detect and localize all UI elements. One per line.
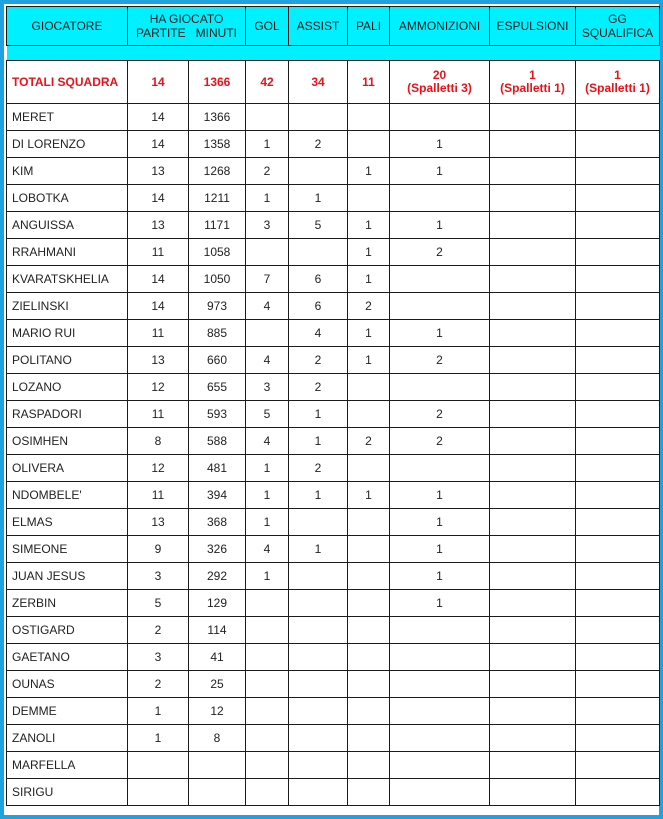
player-assist: 2 (289, 347, 348, 374)
header-ammonizioni: AMMONIZIONI (390, 7, 490, 46)
player-ammonizioni: 1 (390, 536, 490, 563)
player-assist: 2 (289, 374, 348, 401)
table-row (7, 131, 660, 158)
player-partite: 13 (128, 347, 189, 374)
table-row (7, 563, 660, 590)
player-assist (289, 563, 348, 590)
player-partite: 13 (128, 212, 189, 239)
player-espulsioni (490, 374, 576, 401)
player-name: KVARATSKHELIA (7, 266, 128, 293)
player-name: OSTIGARD (7, 617, 128, 644)
player-ammonizioni (390, 455, 490, 482)
table-row (7, 212, 660, 239)
table-row (7, 347, 660, 374)
player-pali: 1 (348, 239, 390, 266)
totals-ammonizioni-value: 20 (432, 68, 447, 82)
player-name: GAETANO (7, 644, 128, 671)
player-assist: 2 (289, 455, 348, 482)
player-squalifica (576, 374, 660, 401)
player-name: POLITANO (7, 347, 128, 374)
table-row (7, 185, 660, 212)
player-squalifica (576, 752, 660, 779)
player-assist (289, 671, 348, 698)
player-ammonizioni: 2 (390, 239, 490, 266)
player-minuti: 114 (189, 617, 246, 644)
player-ammonizioni: 1 (390, 212, 490, 239)
player-espulsioni (490, 482, 576, 509)
player-assist: 1 (289, 482, 348, 509)
player-pali (348, 644, 390, 671)
player-partite: 3 (128, 563, 189, 590)
player-pali: 1 (348, 347, 390, 374)
player-name: DI LORENZO (7, 131, 128, 158)
player-squalifica (576, 725, 660, 752)
player-ammonizioni (390, 617, 490, 644)
table-row (7, 428, 660, 455)
player-minuti: 12 (189, 698, 246, 725)
player-espulsioni (490, 293, 576, 320)
player-gol: 3 (246, 374, 289, 401)
table-row (7, 617, 660, 644)
player-partite (128, 752, 189, 779)
player-minuti: 973 (189, 293, 246, 320)
player-ammonizioni: 1 (390, 158, 490, 185)
player-espulsioni (490, 590, 576, 617)
player-name: MERET (7, 104, 128, 131)
player-espulsioni (490, 347, 576, 374)
player-partite: 14 (128, 185, 189, 212)
player-squalifica (576, 347, 660, 374)
player-gol: 2 (246, 158, 289, 185)
table-row (7, 158, 660, 185)
totals-espulsioni-note: (Spalletti 1) (500, 81, 565, 95)
player-gol (246, 779, 289, 806)
player-name: LOZANO (7, 374, 128, 401)
player-gol: 1 (246, 509, 289, 536)
header-pali: PALI (348, 7, 390, 46)
player-espulsioni (490, 185, 576, 212)
player-squalifica (576, 104, 660, 131)
player-name: SIMEONE (7, 536, 128, 563)
player-espulsioni (490, 158, 576, 185)
player-gol: 3 (246, 212, 289, 239)
player-minuti: 593 (189, 401, 246, 428)
player-pali (348, 671, 390, 698)
player-ammonizioni (390, 752, 490, 779)
player-assist (289, 617, 348, 644)
player-partite: 9 (128, 536, 189, 563)
player-partite: 14 (128, 131, 189, 158)
player-assist (289, 104, 348, 131)
player-espulsioni (490, 239, 576, 266)
player-name: ELMAS (7, 509, 128, 536)
player-name: MARFELLA (7, 752, 128, 779)
player-espulsioni (490, 212, 576, 239)
player-squalifica (576, 482, 660, 509)
totals-row (7, 61, 660, 104)
player-pali (348, 455, 390, 482)
player-partite: 13 (128, 158, 189, 185)
player-espulsioni (490, 752, 576, 779)
player-partite: 8 (128, 428, 189, 455)
table-row (7, 320, 660, 347)
player-gol (246, 698, 289, 725)
player-pali: 2 (348, 428, 390, 455)
table-row (7, 590, 660, 617)
player-name: RASPADORI (7, 401, 128, 428)
player-assist: 4 (289, 320, 348, 347)
player-pali: 2 (348, 293, 390, 320)
player-espulsioni (490, 698, 576, 725)
player-gol (246, 617, 289, 644)
header-giocatore: GIOCATORE (7, 7, 128, 46)
header-spacer-row (7, 46, 660, 61)
player-minuti: 129 (189, 590, 246, 617)
table-row (7, 509, 660, 536)
player-minuti: 1050 (189, 266, 246, 293)
header-espulsioni: ESPULSIONI (490, 7, 576, 46)
player-partite: 11 (128, 239, 189, 266)
totals-squalifica (576, 61, 660, 104)
player-minuti: 660 (189, 347, 246, 374)
player-espulsioni (490, 455, 576, 482)
totals-espulsioni-value: 1 (529, 68, 536, 82)
player-gol: 1 (246, 563, 289, 590)
player-partite: 2 (128, 617, 189, 644)
player-pali (348, 563, 390, 590)
player-name: LOBOTKA (7, 185, 128, 212)
player-gol: 7 (246, 266, 289, 293)
player-gol: 1 (246, 131, 289, 158)
player-ammonizioni: 2 (390, 401, 490, 428)
player-pali (348, 185, 390, 212)
player-minuti: 8 (189, 725, 246, 752)
player-squalifica (576, 320, 660, 347)
player-name: SIRIGU (7, 779, 128, 806)
player-pali: 1 (348, 320, 390, 347)
player-assist (289, 698, 348, 725)
table-row (7, 455, 660, 482)
totals-squalifica-note: (Spalletti 1) (585, 81, 650, 95)
player-pali: 1 (348, 158, 390, 185)
player-espulsioni (490, 428, 576, 455)
table-row (7, 482, 660, 509)
player-name: OSIMHEN (7, 428, 128, 455)
player-espulsioni (490, 671, 576, 698)
player-minuti (189, 779, 246, 806)
player-partite (128, 779, 189, 806)
player-gol: 1 (246, 455, 289, 482)
totals-ammonizioni-note: (Spalletti 3) (407, 81, 472, 95)
player-pali (348, 401, 390, 428)
player-ammonizioni: 2 (390, 347, 490, 374)
player-gol (246, 590, 289, 617)
totals-ammonizioni (390, 61, 490, 104)
player-squalifica (576, 509, 660, 536)
player-ammonizioni (390, 185, 490, 212)
player-minuti: 1268 (189, 158, 246, 185)
player-pali (348, 617, 390, 644)
header-gol: GOL (246, 7, 289, 46)
player-pali (348, 104, 390, 131)
player-gol (246, 320, 289, 347)
player-partite: 14 (128, 293, 189, 320)
player-pali (348, 752, 390, 779)
player-name: OUNAS (7, 671, 128, 698)
table-row (7, 239, 660, 266)
player-espulsioni (490, 563, 576, 590)
player-partite: 2 (128, 671, 189, 698)
player-gol (246, 725, 289, 752)
header-row (7, 7, 660, 46)
player-ammonizioni: 1 (390, 509, 490, 536)
totals-espulsioni (490, 61, 576, 104)
player-assist (289, 158, 348, 185)
player-squalifica (576, 185, 660, 212)
player-assist (289, 752, 348, 779)
player-gol: 4 (246, 536, 289, 563)
table-row (7, 725, 660, 752)
player-squalifica (576, 698, 660, 725)
table-row (7, 374, 660, 401)
player-gol (246, 644, 289, 671)
header-squalifica: SQUALIFICA (581, 26, 654, 40)
player-ammonizioni (390, 671, 490, 698)
player-partite: 1 (128, 725, 189, 752)
player-name: RRAHMANI (7, 239, 128, 266)
player-assist: 1 (289, 536, 348, 563)
player-gol: 1 (246, 185, 289, 212)
player-partite: 11 (128, 401, 189, 428)
player-squalifica (576, 455, 660, 482)
player-minuti: 885 (189, 320, 246, 347)
player-espulsioni (490, 320, 576, 347)
table-row (7, 293, 660, 320)
table-row (7, 266, 660, 293)
player-ammonizioni (390, 374, 490, 401)
player-ammonizioni (390, 698, 490, 725)
table-row (7, 752, 660, 779)
player-pali (348, 779, 390, 806)
player-pali: 1 (348, 266, 390, 293)
player-assist (289, 779, 348, 806)
totals-partite: 14 (128, 61, 189, 104)
player-stats-table (6, 6, 660, 806)
player-name: ANGUISSA (7, 212, 128, 239)
table-row (7, 779, 660, 806)
player-pali (348, 725, 390, 752)
table-row (7, 104, 660, 131)
player-pali (348, 509, 390, 536)
player-minuti: 1358 (189, 131, 246, 158)
player-assist (289, 725, 348, 752)
player-minuti: 394 (189, 482, 246, 509)
header-ha-giocato (128, 7, 246, 46)
player-minuti: 326 (189, 536, 246, 563)
player-pali (348, 590, 390, 617)
player-ammonizioni (390, 104, 490, 131)
player-squalifica (576, 293, 660, 320)
player-partite: 13 (128, 509, 189, 536)
player-minuti: 368 (189, 509, 246, 536)
player-assist: 1 (289, 401, 348, 428)
table-row (7, 401, 660, 428)
player-minuti: 292 (189, 563, 246, 590)
player-name: DEMME (7, 698, 128, 725)
player-squalifica (576, 536, 660, 563)
player-pali (348, 698, 390, 725)
totals-gol: 42 (246, 61, 289, 104)
player-espulsioni (490, 536, 576, 563)
table-row (7, 644, 660, 671)
player-espulsioni (490, 401, 576, 428)
player-name: JUAN JESUS (7, 563, 128, 590)
player-espulsioni (490, 131, 576, 158)
player-partite: 5 (128, 590, 189, 617)
header-ha-giocato-title: HA GIOCATO (149, 12, 224, 26)
player-assist (289, 590, 348, 617)
player-partite: 1 (128, 698, 189, 725)
player-gol: 4 (246, 293, 289, 320)
totals-pali: 11 (348, 61, 390, 104)
player-squalifica (576, 563, 660, 590)
player-squalifica (576, 590, 660, 617)
player-ammonizioni: 2 (390, 428, 490, 455)
player-name: NDOMBELE' (7, 482, 128, 509)
player-gol: 4 (246, 428, 289, 455)
player-assist: 6 (289, 266, 348, 293)
player-espulsioni (490, 104, 576, 131)
player-ammonizioni: 1 (390, 563, 490, 590)
player-name: ZERBIN (7, 590, 128, 617)
player-minuti: 588 (189, 428, 246, 455)
player-assist: 5 (289, 212, 348, 239)
player-assist: 1 (289, 185, 348, 212)
header-partite-minuti: PARTITE MINUTI (136, 26, 237, 40)
player-pali (348, 536, 390, 563)
player-minuti: 1211 (189, 185, 246, 212)
totals-assist: 34 (289, 61, 348, 104)
player-minuti: 481 (189, 455, 246, 482)
player-gol: 4 (246, 347, 289, 374)
player-partite: 11 (128, 482, 189, 509)
player-espulsioni (490, 725, 576, 752)
player-espulsioni (490, 617, 576, 644)
player-partite: 12 (128, 374, 189, 401)
player-gol (246, 671, 289, 698)
player-name: KIM (7, 158, 128, 185)
totals-squalifica-value: 1 (614, 68, 621, 82)
player-ammonizioni (390, 266, 490, 293)
player-gol (246, 752, 289, 779)
table-row (7, 671, 660, 698)
player-rows (7, 104, 660, 806)
player-partite: 12 (128, 455, 189, 482)
header-gg: GG (608, 12, 627, 26)
player-ammonizioni (390, 293, 490, 320)
player-pali (348, 374, 390, 401)
player-name: OLIVERA (7, 455, 128, 482)
player-ammonizioni: 1 (390, 482, 490, 509)
player-partite: 14 (128, 266, 189, 293)
player-name: ZIELINSKI (7, 293, 128, 320)
player-squalifica (576, 644, 660, 671)
player-squalifica (576, 671, 660, 698)
player-squalifica (576, 266, 660, 293)
player-ammonizioni (390, 779, 490, 806)
player-squalifica (576, 212, 660, 239)
player-ammonizioni (390, 644, 490, 671)
player-partite: 14 (128, 104, 189, 131)
player-gol (246, 104, 289, 131)
totals-minuti: 1366 (189, 61, 246, 104)
player-ammonizioni: 1 (390, 590, 490, 617)
totals-label: TOTALI SQUADRA (7, 61, 128, 104)
player-assist (289, 239, 348, 266)
player-pali: 1 (348, 482, 390, 509)
player-gol (246, 239, 289, 266)
player-squalifica (576, 401, 660, 428)
player-assist (289, 509, 348, 536)
player-espulsioni (490, 644, 576, 671)
player-partite: 11 (128, 320, 189, 347)
player-minuti: 25 (189, 671, 246, 698)
player-squalifica (576, 131, 660, 158)
player-gol: 5 (246, 401, 289, 428)
player-ammonizioni (390, 725, 490, 752)
player-minuti: 1171 (189, 212, 246, 239)
player-assist: 6 (289, 293, 348, 320)
table-row (7, 536, 660, 563)
player-name: MARIO RUI (7, 320, 128, 347)
player-name: ZANOLI (7, 725, 128, 752)
header-spacer (7, 46, 660, 61)
player-pali (348, 131, 390, 158)
player-minuti: 1366 (189, 104, 246, 131)
player-partite: 3 (128, 644, 189, 671)
player-squalifica (576, 158, 660, 185)
player-squalifica (576, 779, 660, 806)
player-ammonizioni: 1 (390, 131, 490, 158)
player-espulsioni (490, 779, 576, 806)
header-gg-squalifica (576, 7, 660, 46)
player-pali: 1 (348, 212, 390, 239)
header-assist: ASSIST (289, 7, 348, 46)
player-minuti: 41 (189, 644, 246, 671)
player-assist: 2 (289, 131, 348, 158)
player-ammonizioni: 1 (390, 320, 490, 347)
player-espulsioni (490, 509, 576, 536)
table-row (7, 698, 660, 725)
player-espulsioni (490, 266, 576, 293)
player-squalifica (576, 428, 660, 455)
player-assist: 1 (289, 428, 348, 455)
player-minuti: 655 (189, 374, 246, 401)
player-minuti: 1058 (189, 239, 246, 266)
player-squalifica (576, 617, 660, 644)
player-minuti (189, 752, 246, 779)
player-squalifica (576, 239, 660, 266)
player-assist (289, 644, 348, 671)
player-gol: 1 (246, 482, 289, 509)
